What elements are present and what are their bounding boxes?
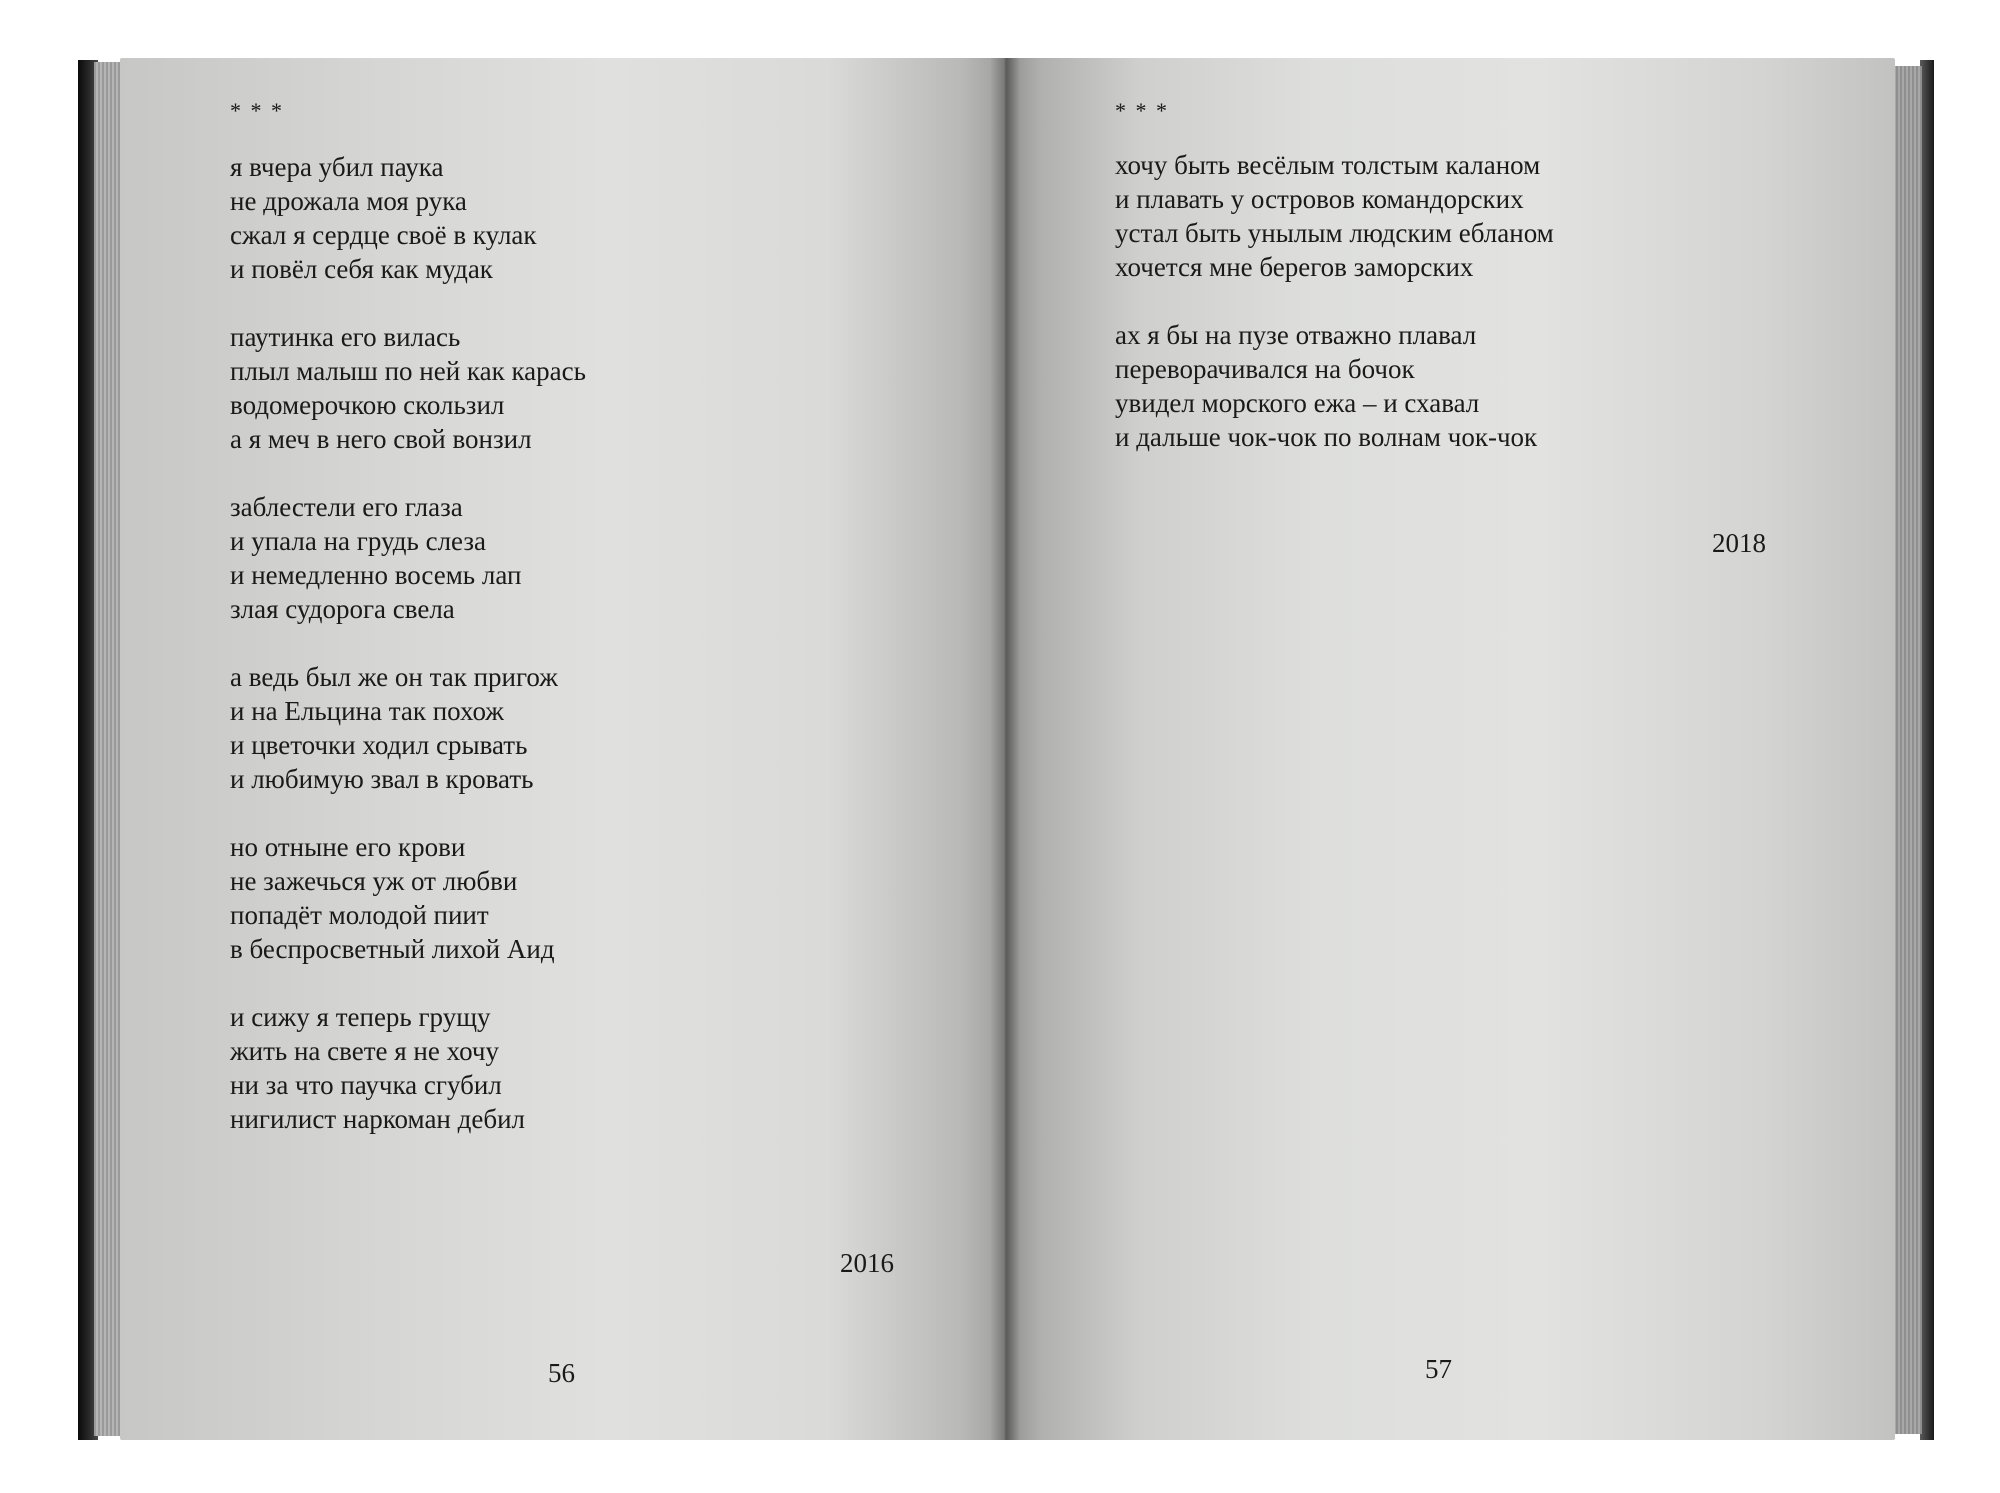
book-gutter — [990, 58, 1020, 1440]
poem-line: хочется мне берегов заморских — [1115, 252, 1474, 282]
poem-line: не дрожала моя рука — [230, 186, 467, 216]
poem-line: и плавать у островов командорских — [1115, 184, 1524, 214]
poem-line: хочу быть весёлым толстым каланом — [1115, 150, 1541, 180]
poem-line: устал быть унылым людским ебланом — [1115, 218, 1554, 248]
poem-line: водомерочкою скользил — [230, 390, 505, 420]
poem-line: заблестели его глаза — [230, 492, 463, 522]
stanza — [230, 660, 586, 796]
section-divider: * * * — [1115, 98, 1169, 123]
poem-line: и на Ельцина так похож — [230, 696, 504, 726]
poem-line: увидел морского ежа – и схавал — [1115, 388, 1480, 418]
poem-line: и цветочки ходил срывать — [230, 730, 528, 760]
right-page — [1005, 58, 1895, 1440]
poem-line: попадёт молодой пиит — [230, 900, 489, 930]
poem-line: злая судорога свела — [230, 594, 455, 624]
poem-line: и повёл себя как мудак — [230, 254, 493, 284]
poem-line: и упала на грудь слеза — [230, 526, 486, 556]
page-number: 57 — [1425, 1354, 1452, 1384]
poem-line: я вчера убил паука — [230, 152, 444, 182]
stanza — [230, 830, 586, 966]
book-cover-right-edge — [1920, 60, 1934, 1440]
poem-year: 2018 — [1712, 528, 1766, 558]
poem-line: плыл малыш по ней как карась — [230, 356, 586, 386]
poem-line: сжал я сердце своё в кулак — [230, 220, 537, 250]
poem-line: не зажечься уж от любви — [230, 866, 518, 896]
poem-line: жить на свете я не хочу — [230, 1036, 499, 1066]
poem-line: переворачивался на бочок — [1115, 354, 1415, 384]
poem-line: и немедленно восемь лап — [230, 560, 522, 590]
stanza — [230, 320, 586, 456]
section-divider: * * * — [230, 98, 284, 123]
poem-line: и сижу я теперь грущу — [230, 1002, 491, 1032]
poem-left — [230, 150, 586, 1170]
poem-line: паутинка его вилась — [230, 322, 461, 352]
poem-line: ах я бы на пузе отважно плавал — [1115, 320, 1477, 350]
poem-line: а ведь был же он так пригож — [230, 662, 558, 692]
left-page — [120, 58, 1005, 1440]
page-number: 56 — [548, 1358, 575, 1388]
poem-line: но отныне его крови — [230, 832, 466, 862]
poem-line: и дальше чок-чок по волнам чок-чок — [1115, 422, 1538, 452]
poem-line: и любимую звал в кровать — [230, 764, 534, 794]
stanza — [230, 1000, 586, 1136]
poem-line: в беспросветный лихой Аид — [230, 934, 555, 964]
poem-right — [1115, 148, 1554, 488]
poem-line: нигилист наркоман дебил — [230, 1104, 526, 1134]
poem-year: 2016 — [840, 1248, 894, 1278]
poem-line: ни за что паучка сгубил — [230, 1070, 502, 1100]
poem-line: а я меч в него свой вонзил — [230, 424, 532, 454]
stanza — [230, 150, 586, 286]
stanza — [1115, 318, 1554, 454]
stanza — [1115, 148, 1554, 284]
stanza — [230, 490, 586, 626]
